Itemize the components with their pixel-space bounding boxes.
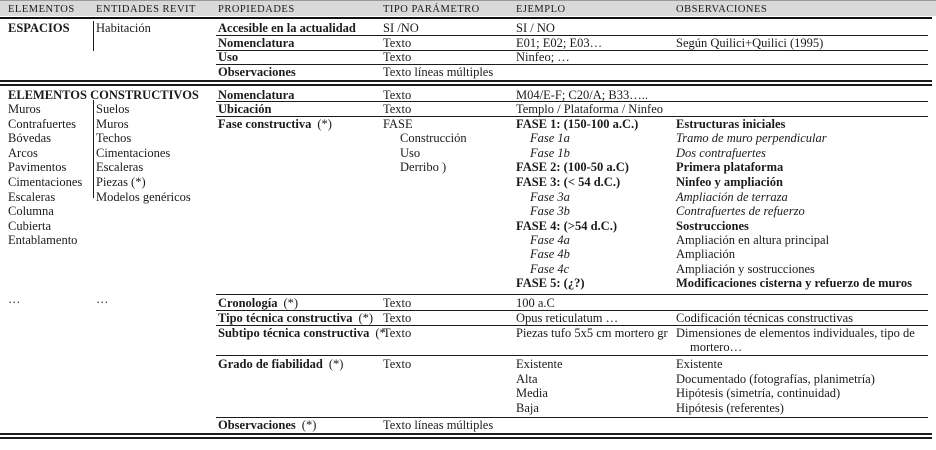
obs-tipo-tecnica: Codificación técnicas constructivas [676,311,854,325]
fase-ejemplo: Fase 4b [530,247,570,261]
rule-section-separator-top [0,80,932,82]
asterisk-marker: (*) [358,311,374,325]
obs-subtipo-tecnica-line2: mortero… [690,340,743,354]
asterisk-marker: (*) [317,117,332,131]
tipo-nomenclatura-s2: Texto [383,88,412,102]
fiabilidad-ejemplo: Baja [516,401,539,415]
asterisk-marker: (* [375,326,386,340]
col-header-tipo-parametro: TIPO PARÁMETRO [383,4,480,15]
fase-obs: Ninfeo y ampliación [676,175,783,189]
tipo-tipo-tecnica: Texto [383,311,412,325]
element-item: Columna [8,204,54,218]
obs-subtipo-tecnica-line1: Dimensiones de elementos individuales, tipo de [676,326,915,340]
tipo-grado-fiabilidad: Texto [383,357,412,371]
divider-section2 [93,100,94,198]
tipo-cronologia: Texto [383,296,412,310]
fiabilidad-obs: Documentado (fotografías, planimetría) [676,372,875,386]
prop-accesible: Accesible en la actualidad [218,21,356,35]
section1-entity: Habitación [96,21,151,35]
asterisk-marker: (*) [301,418,317,432]
col-header-entidades-revit: ENTIDADES REVIT [96,4,196,15]
prop-ubicacion: Ubicación [218,102,272,116]
fase-ejemplo: Fase 4a [530,233,570,247]
obs-nomenclatura-s1: Según Quilici+Quilici (1995) [676,36,824,50]
fase-obs: Ampliación de terraza [676,190,788,204]
rule-bottom-bottom [0,437,932,439]
ejemplo-tipo-tecnica: Opus reticulatum … [516,311,619,325]
element-ellipsis: … [8,292,21,306]
entity-item: Escaleras [96,160,144,174]
section1-element: ESPACIOS [8,21,70,35]
rule-under-header [0,17,932,19]
col-header-observaciones: OBSERVACIONES [676,4,768,15]
fiabilidad-ejemplo: Alta [516,372,538,386]
fase-ejemplo: FASE 5: (¿?) [516,276,585,290]
fase-obs: Modificaciones cisterna y refuerzo de muros [676,276,912,290]
prop-cronologia: Cronología (*) [218,296,299,310]
ejemplo-nomenclatura-s1: E01; E02; E03… [516,36,603,50]
asterisk-marker: (*) [328,357,344,371]
rule-bottom-top [0,433,932,435]
fase-ejemplo: Fase 4c [530,262,570,276]
fase-ejemplo: FASE 4: (>54 d.C.) [516,219,617,233]
ejemplo-uso: Ninfeo; … [516,50,570,64]
entity-item: Suelos [96,102,130,116]
col-header-elementos: ELEMENTOS [8,4,75,15]
tipo-fase-item: Derribo ) [400,160,447,174]
col-header-ejemplo: EJEMPLO [516,4,566,15]
fase-obs: Sostrucciones [676,219,749,233]
prop-tipo-tecnica: Tipo técnica constructiva (*) [218,311,374,325]
element-item: Cubierta [8,219,52,233]
prop-nomenclatura-s2: Nomenclatura [218,88,295,102]
fase-obs: Ampliación y sostrucciones [676,262,815,276]
entity-item: Techos [96,131,132,145]
entity-item: Cimentaciones [96,146,171,160]
fase-ejemplo: FASE 1: (150-100 a.C.) [516,117,639,131]
element-item: Cimentaciones [8,175,83,189]
prop-fase-constructiva: Fase constructiva (*) [218,117,332,131]
element-item: Contrafuertes [8,117,77,131]
fiabilidad-obs: Hipótesis (simetría, continuidad) [676,386,841,400]
fase-ejemplo: Fase 3a [530,190,570,204]
fase-obs: Tramo de muro perpendicular [676,131,827,145]
col-header-propiedades: PROPIEDADES [218,4,295,15]
tipo-nomenclatura-s1: Texto [383,36,412,50]
rule-row [216,64,928,65]
tipo-uso: Texto [383,50,412,64]
tipo-observaciones-s2: Texto líneas múltiples [383,418,494,432]
fase-ejemplo: Fase 1b [530,146,570,160]
fase-ejemplo: Fase 1a [530,131,570,145]
element-item: Pavimentos [8,160,67,174]
fiabilidad-obs: Existente [676,357,723,371]
entity-ellipsis: … [96,292,109,306]
rule-row [216,294,928,295]
fase-ejemplo: FASE 3: (< 54 d.C.) [516,175,621,189]
tipo-fase-item: Construcción [400,131,467,145]
element-item: Muros [8,102,41,116]
fase-ejemplo: FASE 2: (100-50 a.C) [516,160,629,174]
element-item: Escaleras [8,190,56,204]
divider-section1 [93,21,94,51]
prop-observaciones-s2: Observaciones (*) [218,418,317,432]
entity-item: Piezas (*) [96,175,146,189]
fiabilidad-ejemplo: Media [516,386,548,400]
fase-obs: Primera plataforma [676,160,784,174]
fase-obs: Dos contrafuertes [676,146,766,160]
prop-subtipo-tecnica: Subtipo técnica constructiva (* [218,326,386,340]
tipo-fase-item: Uso [400,146,421,160]
prop-uso: Uso [218,50,239,64]
ejemplo-accesible: SI / NO [516,21,555,35]
element-item: Bóvedas [8,131,52,145]
ejemplo-subtipo-tecnica: Piezas tufo 5x5 cm mortero gr [516,326,668,340]
rule-row [216,50,928,51]
fase-ejemplo: Fase 3b [530,204,570,218]
entity-item: Muros [96,117,129,131]
fase-obs: Contrafuertes de refuerzo [676,204,805,218]
tipo-subtipo-tecnica: Texto [383,326,412,340]
ejemplo-ubicacion: Templo / Plataforma / Ninfeo [516,102,664,116]
prop-grado-fiabilidad: Grado de fiabilidad (*) [218,357,344,371]
rule-row [216,417,928,418]
ejemplo-nomenclatura-s2: M04/E-F; C20/A; B33….. [516,88,648,102]
tipo-accesible: SI /NO [383,21,419,35]
prop-observaciones-s1: Observaciones [218,65,296,79]
fase-obs: Estructuras iniciales [676,117,786,131]
entity-item: Modelos genéricos [96,190,191,204]
fiabilidad-obs: Hipótesis (referentes) [676,401,784,415]
tipo-observaciones-s1: Texto líneas múltiples [383,65,494,79]
tipo-ubicacion: Texto [383,102,412,116]
element-item: Arcos [8,146,38,160]
ejemplo-cronologia: 100 a.C [516,296,555,310]
tipo-fase: FASE [383,117,413,131]
section2-title: ELEMENTOS CONSTRUCTIVOS [8,88,199,102]
fase-obs: Ampliación [676,247,736,261]
fase-obs: Ampliación en altura principal [676,233,830,247]
element-item: Entablamento [8,233,78,247]
prop-nomenclatura-s1: Nomenclatura [218,36,295,50]
asterisk-marker: (*) [283,296,299,310]
rule-section-separator-bottom [0,84,932,86]
fiabilidad-ejemplo: Existente [516,357,563,371]
rule-row [216,355,928,356]
